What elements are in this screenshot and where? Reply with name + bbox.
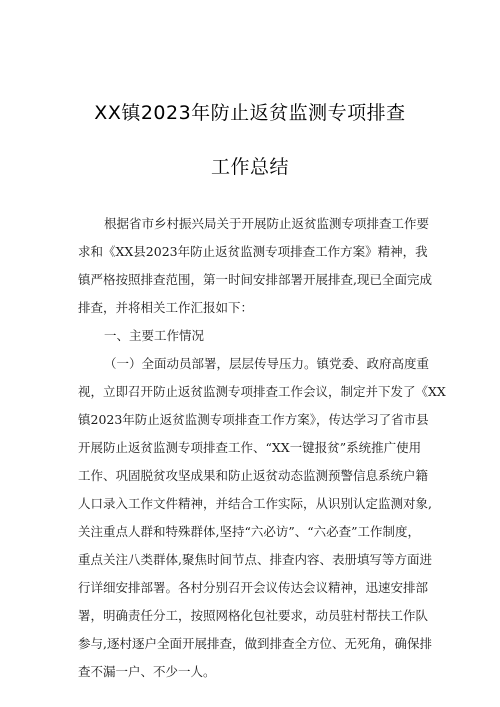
intro-line: 镇严格按照排查范围，第一时间安排部署开展排查,现已全面完成	[78, 272, 432, 287]
intro-line: 求和《XX县2023年防止返贫监测专项排查工作方案》精神，我	[78, 244, 428, 259]
intro-line: 根据省市乡村振兴局关于开展防止返贫监测专项排查工作要	[104, 216, 430, 231]
section-heading: 一、主要工作情况	[104, 328, 205, 343]
section-line: 开展防止返贫监测专项排查工作、“XX一键报贫”系统推广使用	[78, 440, 422, 455]
intro-line: 排查，并将相关工作汇报如下：	[78, 300, 254, 315]
document-title-line-1: XX镇2023年防止返贫监测专项排查	[94, 102, 406, 124]
document-title-line-2: 工作总结	[210, 156, 289, 178]
section-line: （一）全面动员部署，层层传导压力。镇党委、政府高度重	[104, 356, 430, 371]
section-line: 查不漏一户、不少一人。	[78, 664, 216, 679]
section-line: 关注重点人群和特殊群体,坚持“六必访”、“六必查”工作制度，	[78, 524, 421, 539]
section-line: 工作、巩固脱贫攻坚成果和防止返贫动态监测预警信息系统户籍	[78, 468, 429, 483]
section-line: 行详细安排部署。各村分别召开会议传达会议精神，迅速安排部	[78, 580, 429, 595]
section-line: 参与,逐村逐户全面开展排查，做到排查全方位、无死角，确保排	[78, 636, 432, 651]
section-line: 署，明确责任分工，按照网格化包社要求，动员驻村帮扶工作队	[78, 608, 429, 623]
section-line: 镇2023年防止返贫监测专项排查工作方案》，传达学习了省市县	[78, 412, 429, 427]
section-line: 视，立即召开防止返贫监测专项排查工作会议，制定并下发了《XX	[78, 384, 446, 399]
section-line: 人口录入工作文件精神，并结合工作实际，从识别认定监测对象,	[78, 496, 432, 511]
section-line: 重点关注八类群体,聚焦时间节点、排查内容、表册填写等方面进	[78, 552, 432, 567]
